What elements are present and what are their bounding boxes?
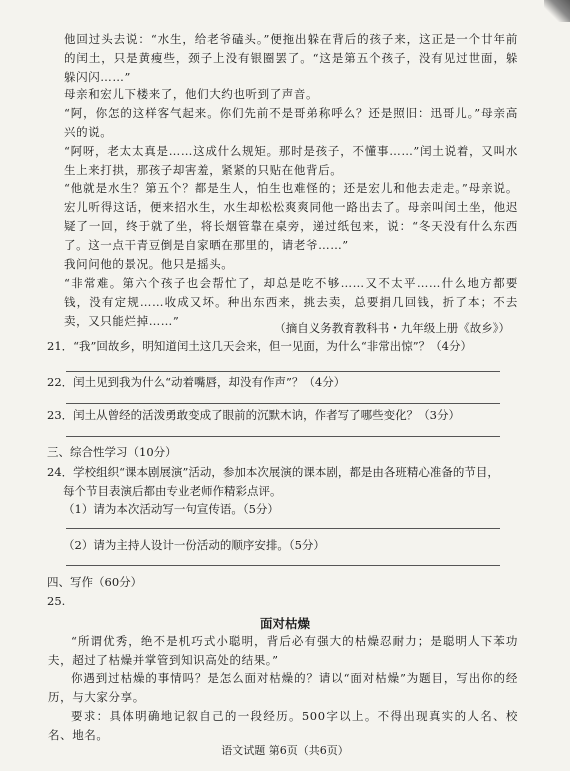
- question-24-continued: 每个节目表演后都由专业老师作精彩点评。: [63, 484, 282, 498]
- passage-paragraph-7: “非常难。第六个孩子也会帮忙了，却总是吃不够……又不太平……什么地方都要钱，没有定规……收成又坏。种出东西来，挑去卖，总要捐几回钱，折了本；不去卖，又只能烂掉……”: [64, 276, 518, 328]
- page-footer: 语文试题 第6页（共6页）: [221, 744, 349, 757]
- question-23: 23．闰土从曾经的活泼勇敢变成了眼前的沉默木讷，作者写了哪些变化？（3分）: [47, 408, 460, 422]
- question-21: 21．“我”回故乡，明知道闰土这几天会来，但一见面，为什么“非常出惊”？（4分）: [47, 339, 472, 353]
- passage-source: （摘自义务教育教科书・九年级上册《故乡》）: [274, 321, 510, 335]
- answer-line-21[interactable]: [66, 371, 500, 372]
- question-24-part-1: （1）请为本次活动写一句宣传语。（5分）: [63, 502, 279, 516]
- question-24: 24．学校组织“课本剧展演”活动，参加本次展演的课本剧，都是由各班精心准备的节目，: [47, 465, 499, 479]
- section-4-heading: 四、写作（60分）: [47, 575, 143, 589]
- passage-paragraph-3: “阿，你怎的这样客气起来。你们先前不是哥弟称呼么？还是照旧：迅哥儿。”母亲高兴的说。: [64, 106, 518, 139]
- passage-paragraph-1: 他回过头去说：“水生，给老爷磕头。”便拖出躲在背后的孩子来，这正是一个廿年前的闰土，只是黄瘦些，颈子上没有银圈罢了。“这是第五个孩子，没有见过世面，躲躲闪闪……”: [64, 32, 518, 84]
- question-25-number: 25.: [47, 594, 66, 608]
- question-22: 22．闰土见到我为什么“动着嘴唇，却没有作声”？（4分）: [47, 375, 346, 389]
- answer-line-24-1[interactable]: [66, 528, 500, 529]
- answer-line-22[interactable]: [66, 403, 500, 404]
- question-24-part-2: （2）请为主持人设计一份活动的顺序安排。（5分）: [63, 538, 325, 552]
- essay-quote: “所谓优秀，绝不是机巧式小聪明，背后必有强大的枯燥忍耐力；是聪明人下苯功夫，超过了枯燥并掌管到知识高处的结果。”: [48, 634, 518, 667]
- passage-paragraph-2: 母亲和宏儿下楼来了，他们大约也听到了声音。: [64, 87, 319, 101]
- section-3-heading: 三、综合性学习（10分）: [47, 445, 177, 459]
- essay-title: 面对枯燥: [259, 616, 310, 631]
- answer-line-24-2[interactable]: [66, 565, 500, 566]
- passage-paragraph-6: 我问问他的景况。他只是摇头。: [64, 257, 234, 271]
- essay-prompt: 你遇到过枯燥的事情吗？是怎么面对枯燥的？请以“面对枯燥”为题目，写出你的经历，与大家分享。: [48, 671, 518, 704]
- passage-paragraph-5: “他就是水生？第五个？都是生人，怕生也难怪的；还是宏儿和他去走走。”母亲说。宏儿听得这话，便来招水生，水生却松松爽爽同他一路出去了。母亲叫闰土坐，他迟疑了一回，终于就了坐，将长烟管靠在桌旁，递过纸包来，说：“冬天没有什么东西了。这一点干青豆倒是自家晒在那里的，请老爷……”: [64, 181, 518, 252]
- folded-corner-shadow: [544, 0, 570, 22]
- essay-requirements: 要求：具体明确地记叙自己的一段经历。500字以上。不得出现真实的人名、校名、地名。: [48, 709, 518, 742]
- answer-line-23[interactable]: [66, 436, 500, 437]
- passage-paragraph-4: “阿呀，老太太真是……这成什么规矩。那时是孩子，不懂事……”闰土说着，又叫水生上来打拱，那孩子却害羞，紧紧的只贴在他背后。: [64, 144, 518, 177]
